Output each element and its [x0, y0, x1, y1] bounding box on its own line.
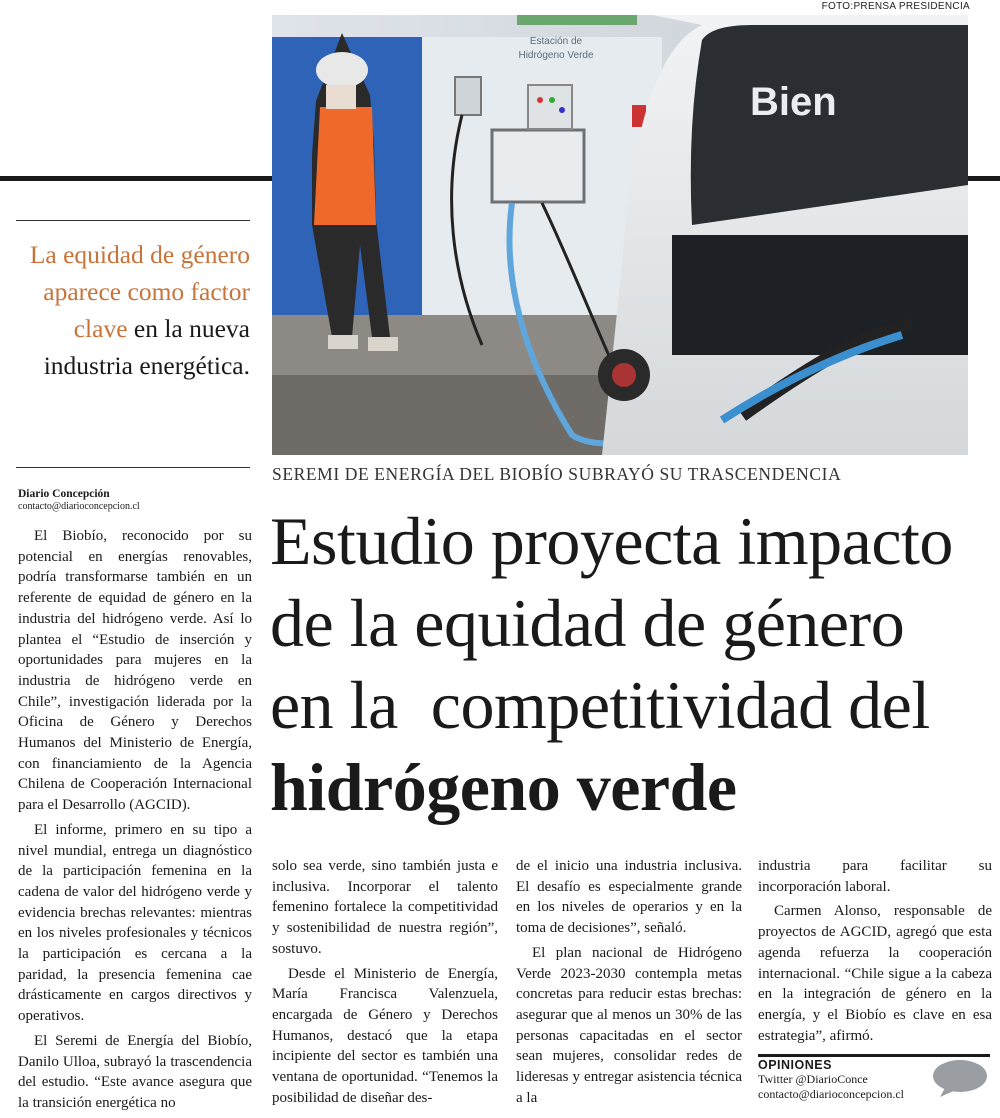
- pullquote-rule-top: [16, 220, 250, 221]
- headline-line-1: Estudio proyecta impacto: [270, 503, 953, 579]
- paragraph: El plan nacional de Hidrógeno Verde 2023-2030 contempla metas concretas para reducir estas brechas: asegurar que al menos un 30% de las personas capacitadas en el sector sean mujeres, consolidar redes de lideresas y entregar asistencia técnica a la: [516, 944, 742, 1106]
- headline: [270, 500, 998, 828]
- opinions-twitter[interactable]: Twitter @DiarioConce: [758, 1072, 868, 1086]
- station-sign: Estación de Hidrógeno Verde: [518, 36, 594, 61]
- pullquote: [16, 236, 250, 384]
- section-rule-left: [0, 176, 272, 181]
- article-photo: [272, 15, 968, 455]
- body-column-2: [272, 856, 498, 1108]
- paragraph: El Biobío, reconocido por su potencial en energías renovables, podría transformarse también en un referente de equidad de género en la industria del hidrógeno verde. Así lo plantea el “Estudio de inserción y oportunidades para mujeres en la industria de hidrógeno verde en Chile”, investigación liderada por la Oficina de Género y Derechos Humanos del Ministerio de Energía, con financiamiento de la Agencia Chilena de Cooperación Internacional para el Desarrollo (AGCID).: [18, 528, 252, 814]
- opinions-rule: [758, 1054, 990, 1057]
- hydrogen-station-illustration: [272, 15, 968, 455]
- headline-line-3: en la competitividad del: [270, 667, 930, 743]
- paragraph: Desde el Ministerio de Energía, María Francisca Valenzuela, encargada de Género y Derechos Humanos, destacó que la etapa incipiente del sector es también una ventana de oportunidad. “Tenemos la posibilidad de diseñar des-: [272, 965, 498, 1106]
- pullquote-rest: en la nueva industria energética.: [43, 314, 250, 380]
- headline-line-2: de la equidad de género: [270, 585, 905, 661]
- byline: [18, 488, 140, 512]
- bus-text: Bien: [750, 80, 837, 124]
- opinions-email[interactable]: contacto@diarioconcepcion.cl: [758, 1087, 904, 1101]
- opinions-box: [758, 1058, 904, 1102]
- body-column-3: [516, 856, 742, 1108]
- kicker: SEREMI DE ENERGÍA DEL BIOBÍO SUBRAYÓ SU TRASCENDENCIA: [272, 464, 842, 484]
- paragraph: solo sea verde, sino también justa e inclusiva. Incorporar el talento femenino fortalece la competitividad y sostenibilidad de nuestra región”, sostuvo.: [272, 858, 498, 957]
- section-rule-right: [968, 176, 1000, 181]
- byline-email: contacto@diarioconcepcion.cl: [18, 501, 140, 512]
- body-column-1: [18, 526, 252, 1114]
- paragraph: industria para facilitar su incorporación laboral.: [758, 858, 992, 895]
- headline-line-4: hidrógeno verde: [270, 749, 737, 825]
- paragraph: de el inicio una industria inclusiva. El desafío es especialmente grande en los niveles de operarios y en la toma de decisiones”, señaló.: [516, 858, 742, 937]
- paragraph: El Seremi de Energía del Biobío, Danilo Ulloa, subrayó la trascendencia del estudio. “Este avance asegura que la transición energética no: [18, 1032, 252, 1111]
- body-column-4: [758, 856, 992, 1046]
- speech-bubble-icon: [932, 1058, 988, 1098]
- pullquote-accent: La equidad de género aparece como factor clave: [29, 240, 250, 343]
- byline-author: Diario Concepción: [18, 488, 110, 500]
- pullquote-rule-bottom: [16, 467, 250, 468]
- opinions-title: OPINIONES: [758, 1058, 832, 1072]
- paragraph: Carmen Alonso, responsable de proyectos de AGCID, agregó que esta agenda refuerza la cooperación internacional. “Chile sigue a la cabeza en la integración de género en la energía, y el Biobío es clave en esa estrategia”, afirmó.: [758, 903, 992, 1044]
- photo-credit: FOTO:PRENSA PRESIDENCIA: [821, 1, 970, 12]
- paragraph: El informe, primero en su tipo a nivel mundial, entrega un diagnóstico de la participación femenina en la cadena de valor del hidrógeno verde y evidencia brechas relevantes: mientras en los niveles profesionales y técnicos la participación es cercana a la paridad, la presencia femenina cae drásticamente en cargos directivos y operativos.: [18, 821, 252, 1025]
